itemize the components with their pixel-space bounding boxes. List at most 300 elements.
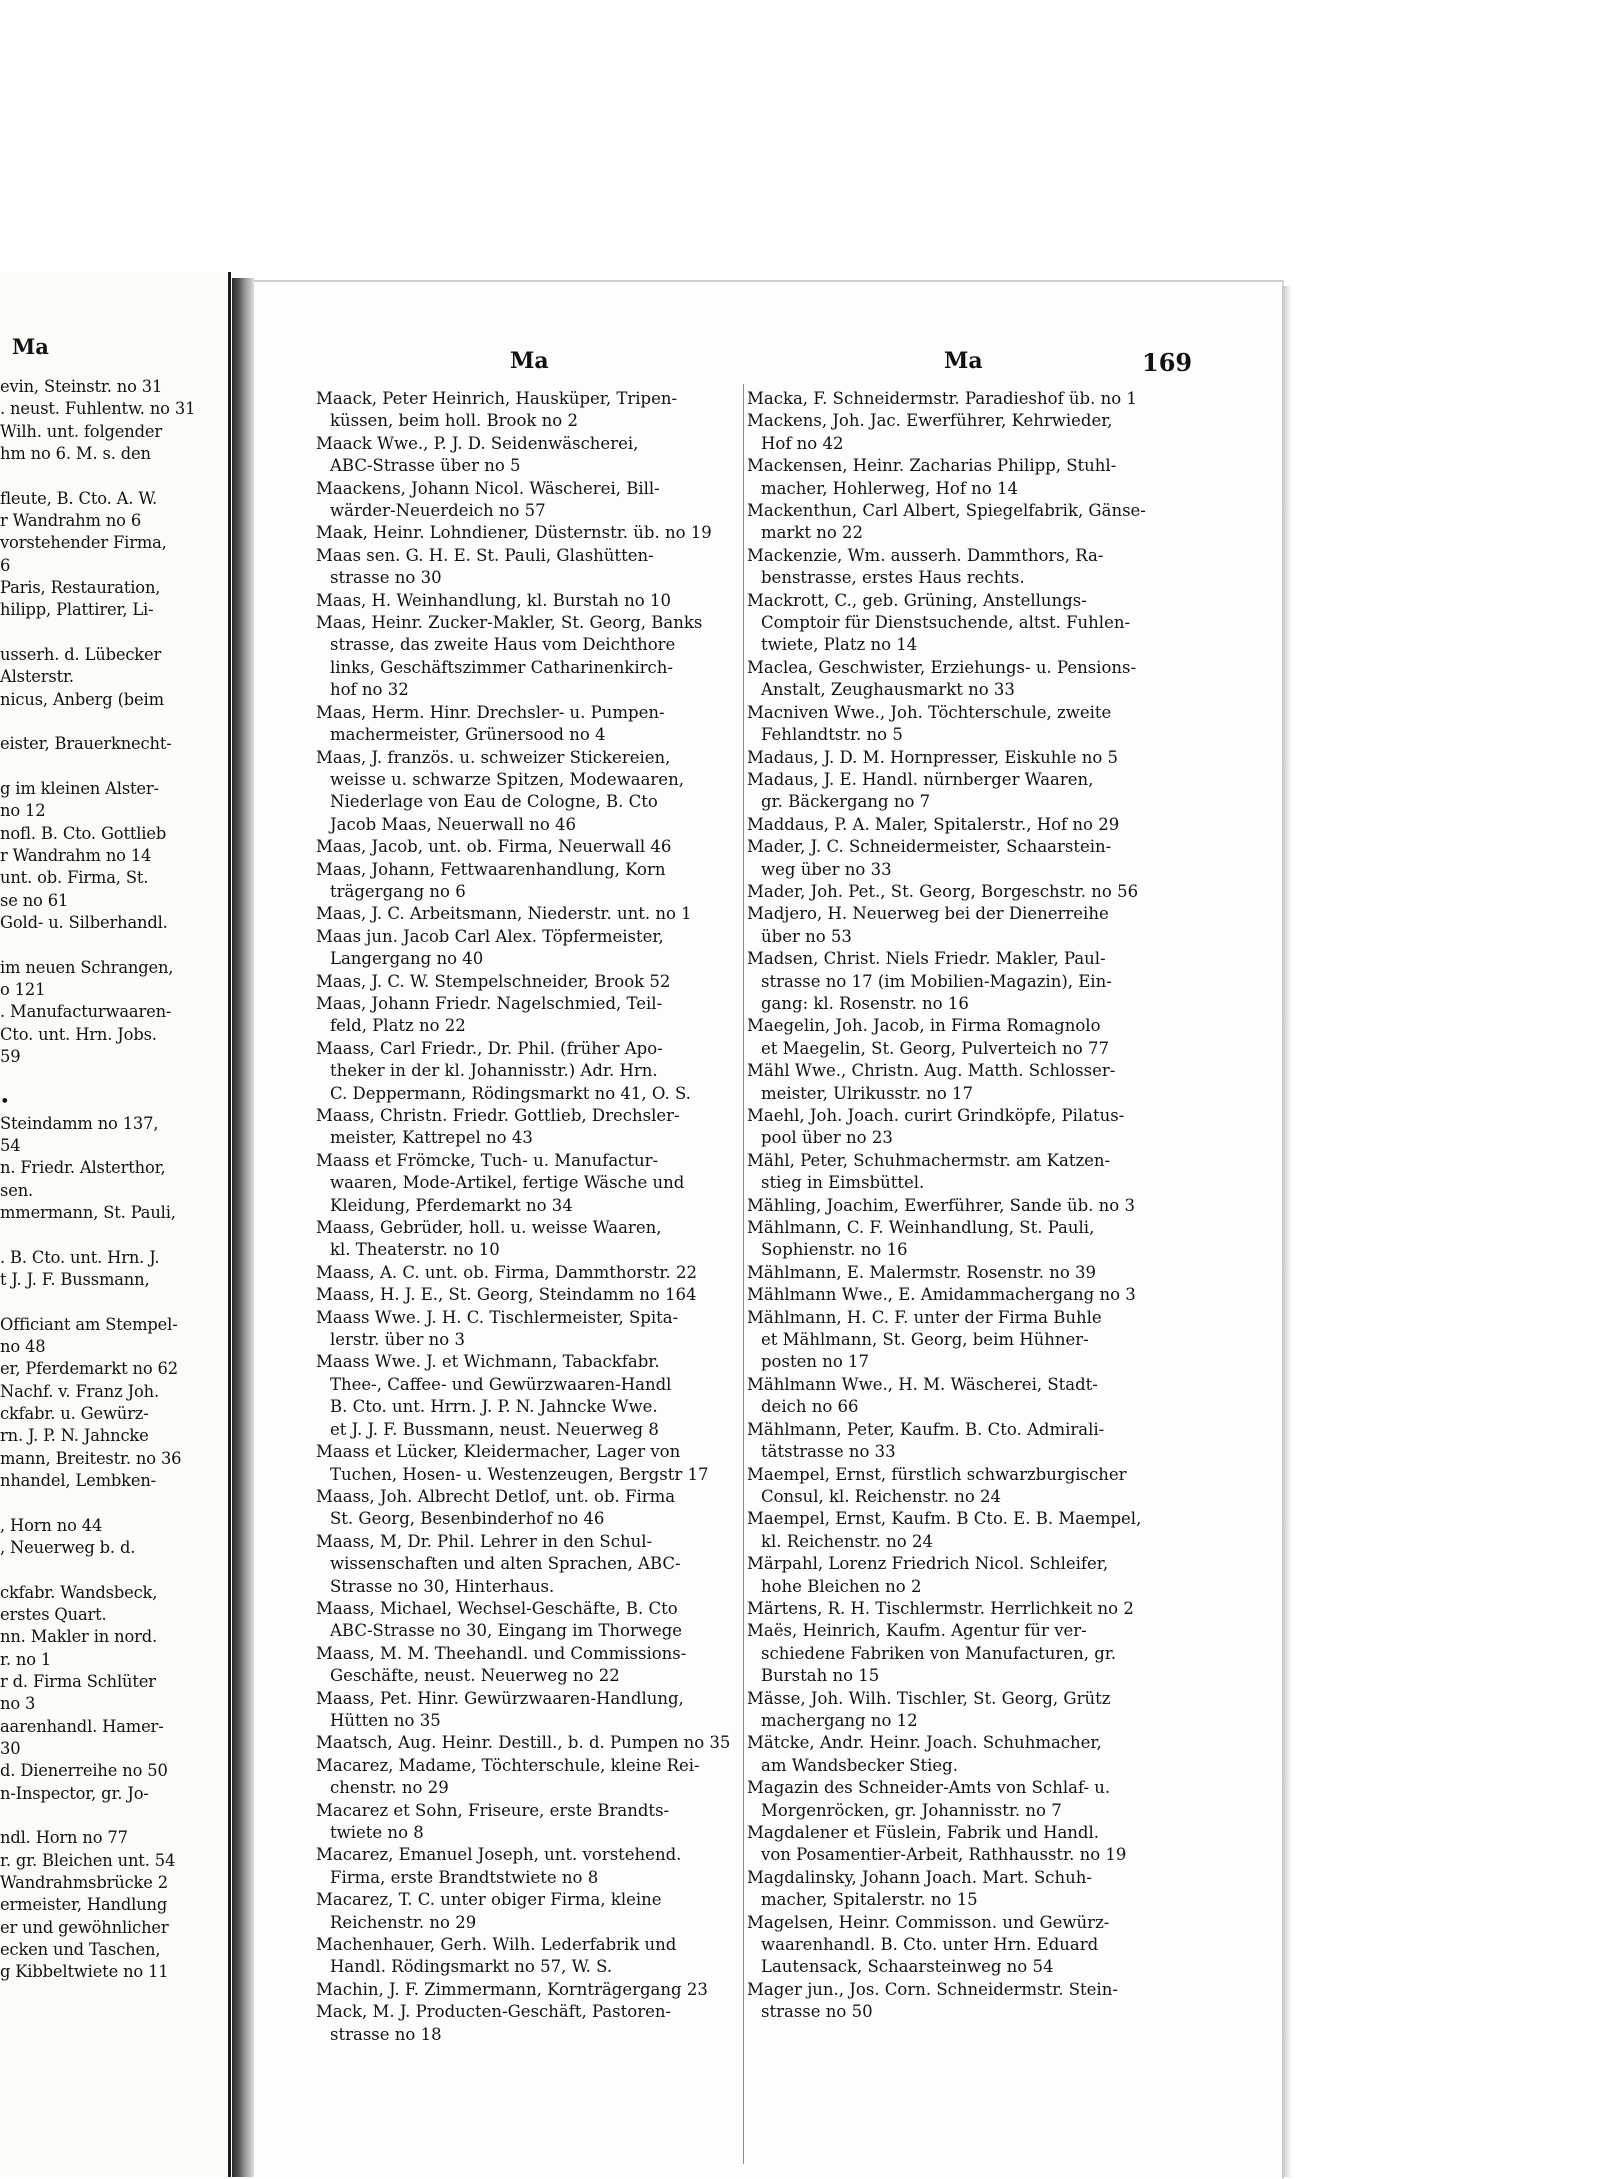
directory-entry <box>747 388 1237 410</box>
left-page-line: 30 <box>0 1739 21 1759</box>
entry-first-line: Maegelin, Joh. Jacob, in Firma Romagnolo <box>747 1016 1101 1036</box>
left-page-line: n-Inspector, gr. Jo- <box>0 1783 149 1803</box>
entry-first-line: Machenhauer, Gerh. Wilh. Lederfabrik und <box>316 1935 677 1955</box>
entry-continuation-line: über no 53 <box>761 926 852 946</box>
directory-entry <box>316 433 800 478</box>
entry-continuation-line: Morgenröcken, gr. Johannisstr. no 7 <box>761 1800 1062 1820</box>
entry-continuation-line: wissenschaften und alten Sprachen, ABC- <box>330 1554 681 1574</box>
entry-continuation-line: machermeister, Grünersood no 4 <box>330 725 606 745</box>
left-page-line: Paris, Restauration, <box>0 577 161 597</box>
entry-first-line: Mähling, Joachim, Ewerführer, Sande üb. no 3 <box>747 1195 1135 1215</box>
entry-continuation-line: Anstalt, Zeughausmarkt no 33 <box>761 680 1015 700</box>
entry-continuation-line: Handl. Rödingsmarkt no 57, W. S. <box>330 1957 613 1977</box>
left-page-line <box>0 622 228 644</box>
left-page-line: r d. Firma Schlüter <box>0 1672 156 1692</box>
entry-first-line: Maclea, Geschwister, Erziehungs- u. Pensions- <box>747 657 1137 677</box>
page-number: 169 <box>1142 348 1193 377</box>
directory-entry <box>747 769 1237 814</box>
directory-entry <box>316 1105 800 1150</box>
entry-first-line: Maempel, Ernst, fürstlich schwarzburgischer <box>747 1464 1127 1484</box>
entry-first-line: Maas sen. G. H. E. St. Pauli, Glashütten- <box>316 545 654 565</box>
left-page-line: erstes Quart. <box>0 1605 107 1625</box>
entry-first-line: Madaus, J. E. Handl. nürnberger Waaren, <box>747 769 1094 789</box>
left-page-line: d. Dienerreihe no 50 <box>0 1761 168 1781</box>
directory-entry <box>316 971 800 993</box>
entry-continuation-line: theker in der kl. Johannisstr.) Adr. Hrn. <box>330 1061 658 1081</box>
entry-first-line: Maddaus, P. A. Maler, Spitalerstr., Hof no 29 <box>747 814 1120 834</box>
entry-first-line: Mackens, Joh. Jac. Ewerführer, Kehrwieder, <box>747 411 1113 431</box>
directory-entry <box>747 410 1237 455</box>
left-page-line: g Kibbeltwiete no 11 <box>0 1962 169 1982</box>
directory-entry <box>747 1553 1237 1598</box>
entry-continuation-line: strasse no 18 <box>330 2024 442 2044</box>
left-page-line <box>0 1492 228 1514</box>
left-page-line: fleute, B. Cto. A. W. <box>0 488 158 508</box>
entry-first-line: Maass, Michael, Wechsel-Geschäfte, B. Cto <box>316 1598 678 1618</box>
left-page-line: usserh. d. Lübecker <box>0 644 162 664</box>
entry-continuation-line: pool über no 23 <box>761 1128 893 1148</box>
directory-entry <box>747 747 1237 769</box>
directory-entry <box>747 1912 1237 1979</box>
entry-continuation-line: twiete no 8 <box>330 1823 424 1842</box>
directory-entry <box>316 1598 800 1643</box>
left-page-line: eister, Brauerknecht- <box>0 734 172 754</box>
entry-first-line: Mählmann, E. Malermstr. Rosenstr. no 39 <box>747 1262 1097 1282</box>
entry-continuation-line: Firma, erste Brandtstwiete no 8 <box>330 1867 599 1887</box>
left-page-line: r Wandrahm no 6 <box>0 510 142 530</box>
left-page-line: im neuen Schrangen, <box>0 957 174 977</box>
left-page-line: ckfabr. Wandsbeck, <box>0 1582 158 1602</box>
entry-first-line: Maass et Frömcke, Tuch- u. Manufactur- <box>316 1150 659 1170</box>
entry-continuation-line: posten no 17 <box>761 1352 870 1372</box>
directory-entry <box>316 836 800 858</box>
directory-entry <box>316 747 800 837</box>
left-page-line: Cto. unt. Hrn. Jobs. <box>0 1024 157 1044</box>
entry-first-line: Maass, M, Dr. Phil. Lehrer in den Schul- <box>316 1531 653 1551</box>
directory-entry <box>316 1531 800 1598</box>
entry-first-line: Maass Wwe. J. H. C. Tischlermeister, Spita- <box>316 1307 679 1327</box>
entry-continuation-line: Hütten no 35 <box>330 1710 441 1730</box>
entry-first-line: Mählmann Wwe., H. M. Wäscherei, Stadt- <box>747 1374 1098 1394</box>
left-page-line: . B. Cto. unt. Hrn. J. <box>0 1247 160 1267</box>
entry-continuation-line: C. Deppermann, Rödingsmarkt no 41, O. S. <box>330 1083 691 1103</box>
left-page-line: Alsterstr. <box>0 667 74 687</box>
entry-first-line: Maass, A. C. unt. ob. Firma, Dammthorstr. 22 <box>316 1262 697 1282</box>
running-head-left: Ma <box>510 348 549 374</box>
entry-first-line: Macarez, T. C. unter obiger Firma, kleine <box>316 1890 662 1910</box>
entry-first-line: Magelsen, Heinr. Commisson. und Gewürz- <box>747 1912 1110 1932</box>
left-page-line: aarenhandl. Hamer- <box>0 1716 164 1736</box>
left-page-line: , Horn no 44 <box>0 1515 103 1535</box>
directory-entry <box>747 836 1237 881</box>
entry-continuation-line: strasse, das zweite Haus vom Deichthore <box>330 635 676 655</box>
entry-first-line: Maas, Heinr. Zucker-Makler, St. Georg, Banks <box>316 613 703 633</box>
left-page-line: r. gr. Bleichen unt. 54 <box>0 1850 176 1870</box>
entry-first-line: Mader, Joh. Pet., St. Georg, Borgeschstr. no 56 <box>747 881 1139 901</box>
entry-first-line: Maass, Christn. Friedr. Gottlieb, Drechsler- <box>316 1106 680 1125</box>
left-page-line: ckfabr. u. Gewürz- <box>0 1404 149 1424</box>
directory-entry <box>747 1374 1237 1419</box>
entry-continuation-line: twiete, Platz no 14 <box>761 635 918 655</box>
left-page-line: r Wandrahm no 14 <box>0 845 152 865</box>
directory-entry <box>316 545 800 590</box>
left-page-line <box>0 1559 228 1581</box>
left-page-header: Ma <box>12 334 49 359</box>
entry-continuation-line: Consul, kl. Reichenstr. no 24 <box>761 1486 1001 1506</box>
left-page-line: t J. J. F. Bussmann, <box>0 1270 150 1290</box>
entry-continuation-line: küssen, beim holl. Brook no 2 <box>330 411 578 431</box>
directory-entry <box>747 1867 1237 1912</box>
left-page-line: Officiant am Stempel- <box>0 1314 178 1334</box>
entry-first-line: Mackenzie, Wm. ausserh. Dammthors, Ra- <box>747 545 1104 565</box>
left-page-lines <box>0 376 228 1984</box>
directory-entry <box>316 1486 800 1531</box>
directory-entry <box>747 1217 1237 1262</box>
entry-first-line: Maass Wwe. J. et Wichmann, Tabackfabr. <box>316 1352 660 1372</box>
directory-entry <box>747 1195 1237 1217</box>
directory-entry <box>747 1822 1237 1867</box>
entry-first-line: Maatsch, Aug. Heinr. Destill., b. d. Pumpen no 35 <box>316 1733 731 1753</box>
entry-continuation-line: kl. Reichenstr. no 24 <box>761 1531 933 1551</box>
directory-entry <box>316 926 800 971</box>
directory-entry <box>747 1307 1237 1374</box>
left-page-line: se no 61 <box>0 890 69 910</box>
entry-continuation-line: et Mählmann, St. Georg, beim Hühner- <box>761 1330 1089 1350</box>
entry-first-line: Mackrott, C., geb. Grüning, Anstellungs- <box>747 590 1087 610</box>
left-page-line <box>0 756 228 778</box>
left-page-line: Wilh. unt. folgender <box>0 421 162 441</box>
entry-continuation-line: Thee-, Caffee- und Gewürzwaaren-Handl <box>330 1374 672 1394</box>
left-page-line: rn. J. P. N. Jahncke <box>0 1426 149 1446</box>
directory-entry <box>747 1150 1237 1195</box>
left-page-line: no 48 <box>0 1337 46 1357</box>
entry-first-line: Maass, Carl Friedr., Dr. Phil. (früher Apo- <box>316 1038 663 1058</box>
entry-continuation-line: Reichenstr. no 29 <box>330 1912 477 1932</box>
entry-continuation-line: Geschäfte, neust. Neuerweg no 22 <box>330 1666 620 1686</box>
entry-first-line: Macarez et Sohn, Friseure, erste Brandts- <box>316 1800 670 1820</box>
left-page-line: unt. ob. Firma, St. <box>0 868 149 888</box>
directory-entry <box>747 500 1237 545</box>
left-page-line: . Manufacturwaaren- <box>0 1002 172 1022</box>
entry-continuation-line: von Posamentier-Arbeit, Rathhausstr. no 19 <box>761 1845 1127 1865</box>
left-page-line: mmermann, St. Pauli, <box>0 1203 176 1223</box>
entry-continuation-line: macher, Spitalerstr. no 15 <box>761 1890 978 1910</box>
entry-first-line: Mätcke, Andr. Heinr. Joach. Schuhmacher, <box>747 1733 1102 1753</box>
directory-entry <box>316 1889 800 1934</box>
entry-continuation-line: am Wandsbecker Stieg. <box>761 1755 958 1775</box>
entry-first-line: Mählmann, Peter, Kaufm. B. Cto. Admirali- <box>747 1419 1105 1439</box>
directory-entry <box>316 1150 800 1217</box>
left-page-line <box>0 1224 228 1246</box>
entry-first-line: Maass, Gebrüder, holl. u. weisse Waaren, <box>316 1218 662 1238</box>
entry-continuation-line: gr. Bäckergang no 7 <box>761 792 931 812</box>
entry-first-line: Magdalinsky, Johann Joach. Mart. Schuh- <box>747 1867 1092 1887</box>
directory-entry <box>316 522 800 544</box>
directory-entry <box>316 1800 800 1845</box>
entry-first-line: Macarez, Emanuel Joseph, unt. vorstehend. <box>316 1845 682 1865</box>
left-page-line <box>0 1291 228 1313</box>
directory-entry <box>316 388 800 433</box>
directory-entry <box>747 814 1237 836</box>
entry-continuation-line: chenstr. no 29 <box>330 1778 449 1798</box>
entry-continuation-line: strasse no 30 <box>330 568 442 588</box>
entry-continuation-line: meister, Kattrepel no 43 <box>330 1128 533 1148</box>
entry-continuation-line: weg über no 33 <box>761 859 892 879</box>
directory-entry <box>316 1755 800 1800</box>
entry-continuation-line: Langergang no 40 <box>330 949 484 969</box>
entry-first-line: Magdalener et Füslein, Fabrik und Handl. <box>747 1823 1100 1842</box>
left-page-line: mann, Breitestr. no 36 <box>0 1448 182 1468</box>
entry-continuation-line: et Maegelin, St. Georg, Pulverteich no 77 <box>761 1038 1109 1058</box>
directory-entry <box>316 1284 800 1306</box>
entry-continuation-line: strasse no 50 <box>761 2002 873 2022</box>
entry-first-line: Maass, H. J. E., St. Georg, Steindamm no 164 <box>316 1285 697 1305</box>
entry-continuation-line: hohe Bleichen no 2 <box>761 1576 922 1596</box>
entry-first-line: Maass, M. M. Theehandl. und Commissions- <box>316 1643 687 1663</box>
left-page-fragment <box>0 272 231 2177</box>
entry-continuation-line: weisse u. schwarze Spitzen, Modewaaren, <box>330 769 684 789</box>
entry-first-line: Madjero, H. Neuerweg bei der Dienerreihe <box>747 904 1109 924</box>
entry-first-line: Maas, H. Weinhandlung, kl. Burstah no 10 <box>316 590 671 610</box>
left-page-line: 59 <box>0 1046 21 1066</box>
entry-continuation-line: benstrasse, erstes Haus rechts. <box>761 568 1025 588</box>
entry-first-line: Machin, J. F. Zimmermann, Kornträgergang 23 <box>316 1979 708 1999</box>
left-page-line: r. no 1 <box>0 1649 52 1669</box>
entry-first-line: Mählmann Wwe., E. Amidammachergang no 3 <box>747 1285 1136 1305</box>
left-page-line <box>0 1068 228 1090</box>
directory-entry <box>747 702 1237 747</box>
entry-first-line: Maehl, Joh. Joach. curirt Grindköpfe, Pilatus- <box>747 1106 1125 1125</box>
entry-continuation-line: markt no 22 <box>761 523 864 543</box>
entry-first-line: Maas, Herm. Hinr. Drechsler- u. Pumpen- <box>316 702 665 722</box>
entry-first-line: Märpahl, Lorenz Friedrich Nicol. Schleifer, <box>747 1554 1109 1574</box>
directory-entry <box>747 1688 1237 1733</box>
entry-continuation-line: kl. Theaterstr. no 10 <box>330 1240 500 1260</box>
entry-first-line: Maass, Pet. Hinr. Gewürzwaaren-Handlung, <box>316 1688 684 1708</box>
directory-entry <box>747 1777 1237 1822</box>
entry-first-line: Mager jun., Jos. Corn. Schneidermstr. Stein- <box>747 1979 1118 1999</box>
left-page-line: no 3 <box>0 1694 36 1714</box>
entry-first-line: Maës, Heinrich, Kaufm. Agentur für ver- <box>747 1621 1087 1641</box>
directory-entry <box>316 1732 800 1754</box>
directory-entry <box>747 1015 1237 1060</box>
directory-column-right <box>747 388 1237 2024</box>
entry-continuation-line: waaren, Mode-Artikel, fertige Wäsche und <box>330 1173 685 1193</box>
left-page-line: no 12 <box>0 801 46 821</box>
directory-entry <box>747 1105 1237 1150</box>
left-page-line: o 121 <box>0 979 46 999</box>
entry-continuation-line: deich no 66 <box>761 1397 859 1417</box>
left-page-line: • <box>0 1091 10 1111</box>
left-page-line <box>0 465 228 487</box>
entry-first-line: Maas, Jacob, unt. ob. Firma, Neuerwall 46 <box>316 837 672 857</box>
entry-continuation-line: B. Cto. unt. Hrrn. J. P. N. Jahncke Wwe. <box>330 1397 658 1417</box>
directory-entry <box>747 881 1237 903</box>
left-page-line <box>0 1805 228 1827</box>
directory-entry <box>316 478 800 523</box>
directory-entry <box>316 1217 800 1262</box>
directory-entry <box>747 948 1237 1015</box>
entry-continuation-line: strasse no 17 (im Mobilien-Magazin), Ein- <box>761 971 1112 991</box>
entry-continuation-line: hof no 32 <box>330 680 409 700</box>
entry-continuation-line: Tuchen, Hosen- u. Westenzeugen, Bergstr 17 <box>330 1464 709 1484</box>
entry-first-line: Maack Wwe., P. J. D. Seidenwäscherei, <box>316 433 639 453</box>
entry-continuation-line: Kleidung, Pferdemarkt no 34 <box>330 1195 573 1215</box>
directory-column-left <box>316 388 800 2046</box>
entry-continuation-line: gang: kl. Rosenstr. no 16 <box>761 993 969 1013</box>
left-page-line: nicus, Anberg (beim <box>0 689 164 709</box>
book-gutter <box>232 278 254 2177</box>
entry-first-line: Madaus, J. D. M. Hornpresser, Eiskuhle no 5 <box>747 747 1119 767</box>
directory-entry <box>316 702 800 747</box>
left-page-line <box>0 711 228 733</box>
left-page-line: hm no 6. M. s. den <box>0 443 151 463</box>
left-page-line: . neust. Fuhlentw. no 31 <box>0 399 196 419</box>
entry-first-line: Mackensen, Heinr. Zacharias Philipp, Stuhl- <box>747 456 1117 476</box>
entry-first-line: Märtens, R. H. Tischlermstr. Herrlichkeit no 2 <box>747 1598 1134 1618</box>
directory-entry <box>316 590 800 612</box>
directory-entry <box>316 1979 800 2001</box>
directory-entry <box>747 1508 1237 1553</box>
entry-first-line: Maas, Johann Friedr. Nagelschmied, Teil- <box>316 993 663 1013</box>
entry-first-line: Maas, J. C. Arbeitsmann, Niederstr. unt. no 1 <box>316 904 692 924</box>
directory-entry <box>747 590 1237 657</box>
directory-entry <box>316 1441 800 1486</box>
entry-continuation-line: stieg in Eimsbüttel. <box>761 1173 925 1193</box>
left-page-line: , Neuerweg b. d. <box>0 1538 136 1558</box>
right-page <box>254 280 1284 2179</box>
entry-continuation-line: trägergang no 6 <box>330 881 466 901</box>
left-page-line: Nachf. v. Franz Joh. <box>0 1381 159 1401</box>
left-page-line: hilipp, Plattirer, Li- <box>0 600 154 620</box>
entry-first-line: Macka, F. Schneidermstr. Paradieshof üb. no 1 <box>747 389 1137 408</box>
directory-entry <box>747 1284 1237 1306</box>
entry-continuation-line: Niederlage von Eau de Cologne, B. Cto <box>330 792 658 812</box>
entry-continuation-line: Hof no 42 <box>761 433 844 453</box>
entry-first-line: Maas, Johann, Fettwaarenhandlung, Korn <box>316 859 666 879</box>
entry-continuation-line: Burstah no 15 <box>761 1666 880 1686</box>
entry-first-line: Maas, J. französ. u. schweizer Stickereien, <box>316 747 671 767</box>
directory-entry <box>316 1934 800 1979</box>
entry-first-line: Maack, Peter Heinrich, Hausküper, Tripen- <box>316 389 678 408</box>
entry-first-line: Mählmann, C. F. Weinhandlung, St. Pauli, <box>747 1218 1095 1238</box>
entry-first-line: Maempel, Ernst, Kaufm. B Cto. E. B. Maempel, <box>747 1509 1142 1529</box>
entry-continuation-line: lerstr. über no 3 <box>330 1330 465 1350</box>
left-page-line: nhandel, Lembken- <box>0 1471 157 1491</box>
entry-continuation-line: Jacob Maas, Neuerwall no 46 <box>330 814 577 834</box>
entry-continuation-line: waarenhandl. B. Cto. unter Hrn. Eduard <box>761 1935 1099 1955</box>
entry-first-line: Maas, J. C. W. Stempelschneider, Brook 52 <box>316 971 671 991</box>
entry-continuation-line: links, Geschäftszimmer Catharinenkirch- <box>330 657 673 677</box>
left-page-line: Gold- u. Silberhandl. <box>0 912 168 932</box>
directory-entry <box>747 1598 1237 1620</box>
directory-entry <box>747 1732 1237 1777</box>
directory-entry <box>316 993 800 1038</box>
directory-entry <box>747 903 1237 948</box>
entry-continuation-line: Sophienstr. no 16 <box>761 1240 908 1260</box>
entry-continuation-line: meister, Ulrikusstr. no 17 <box>761 1083 974 1103</box>
directory-entry <box>747 1979 1237 2024</box>
left-page-line: nn. Makler in nord. <box>0 1627 158 1647</box>
entry-first-line: Maass et Lücker, Kleidermacher, Lager von <box>316 1442 681 1462</box>
directory-entry <box>316 1262 800 1284</box>
entry-first-line: Mässe, Joh. Wilh. Tischler, St. Georg, Grütz <box>747 1688 1111 1708</box>
directory-entry <box>747 1262 1237 1284</box>
directory-entry <box>747 1419 1237 1464</box>
entry-first-line: Macniven Wwe., Joh. Töchterschule, zweite <box>747 702 1112 722</box>
left-page-line: ecken und Taschen, <box>0 1939 161 1959</box>
directory-entry <box>747 1464 1237 1509</box>
entry-first-line: Maass, Joh. Albrecht Detlof, unt. ob. Firma <box>316 1486 676 1506</box>
left-page-line: nofl. B. Cto. Gottlieb <box>0 823 167 843</box>
directory-entry <box>316 1351 800 1441</box>
directory-entry <box>316 1688 800 1733</box>
entry-continuation-line: ABC-Strasse über no 5 <box>330 456 521 476</box>
directory-entry <box>316 1307 800 1352</box>
entry-continuation-line: schiedene Fabriken von Manufacturen, gr. <box>761 1643 1117 1663</box>
entry-continuation-line: ABC-Strasse no 30, Eingang im Thorwege <box>330 1621 683 1641</box>
entry-continuation-line: tätstrasse no 33 <box>761 1442 896 1462</box>
entry-first-line: Mackenthun, Carl Albert, Spiegelfabrik, Gänse- <box>747 501 1146 521</box>
left-page-line: g im kleinen Alster- <box>0 778 159 798</box>
entry-first-line: Maas jun. Jacob Carl Alex. Töpfermeister, <box>316 926 664 946</box>
directory-entry <box>316 1038 800 1105</box>
directory-entry <box>747 455 1237 500</box>
left-page-line <box>0 934 228 956</box>
entry-first-line: Mader, J. C. Schneidermeister, Schaarstein- <box>747 837 1112 857</box>
left-page-line: Steindamm no 137, <box>0 1113 159 1133</box>
running-head-right: Ma <box>944 348 983 374</box>
entry-first-line: Macarez, Madame, Töchterschule, kleine Rei- <box>316 1755 700 1775</box>
entry-continuation-line: wärder-Neuerdeich no 57 <box>330 501 546 521</box>
entry-first-line: Mack, M. J. Producten-Geschäft, Pastoren- <box>316 2002 672 2022</box>
left-page-line: 6 <box>0 555 11 575</box>
entry-first-line: Mähl Wwe., Christn. Aug. Matth. Schlosser- <box>747 1061 1116 1081</box>
entry-continuation-line: Lautensack, Schaarsteinweg no 54 <box>761 1957 1054 1977</box>
entry-first-line: Maak, Heinr. Lohndiener, Düsternstr. üb. no 19 <box>316 523 712 543</box>
entry-continuation-line: St. Georg, Besenbinderhof no 46 <box>330 1509 605 1529</box>
entry-continuation-line: Strasse no 30, Hinterhaus. <box>330 1576 555 1596</box>
directory-entry <box>316 612 800 702</box>
left-page-line: ndl. Horn no 77 <box>0 1828 128 1848</box>
left-page-line: vorstehender Firma, <box>0 533 167 553</box>
left-page-line: n. Friedr. Alsterthor, <box>0 1158 166 1178</box>
entry-first-line: Magazin des Schneider-Amts von Schlaf- u. <box>747 1778 1111 1798</box>
left-page-line: er, Pferdemarkt no 62 <box>0 1359 178 1379</box>
directory-entry <box>747 1060 1237 1105</box>
left-page-line: ermeister, Handlung <box>0 1895 168 1915</box>
directory-entry <box>316 2001 800 2046</box>
entry-first-line: Madsen, Christ. Niels Friedr. Makler, Paul- <box>747 949 1106 969</box>
left-page-line: 54 <box>0 1136 21 1156</box>
entry-continuation-line: macher, Hohlerweg, Hof no 14 <box>761 478 1018 498</box>
entry-first-line: Mähl, Peter, Schuhmachermstr. am Katzen- <box>747 1150 1111 1170</box>
page-edge-shadow <box>1282 286 1292 2177</box>
left-page-line: evin, Steinstr. no 31 <box>0 377 163 396</box>
directory-entry <box>316 859 800 904</box>
directory-entry <box>316 1643 800 1688</box>
directory-entry <box>316 1844 800 1889</box>
entry-continuation-line: et J. J. F. Bussmann, neust. Neuerweg 8 <box>330 1419 659 1439</box>
left-page-line: er und gewöhnlicher <box>0 1917 169 1937</box>
entry-continuation-line: Comptoir für Dienstsuchende, altst. Fuhlen- <box>761 613 1131 633</box>
directory-entry <box>747 657 1237 702</box>
left-page-line: sen. <box>0 1180 34 1200</box>
entry-first-line: Mählmann, H. C. F. unter der Firma Buhle <box>747 1307 1102 1327</box>
directory-entry <box>316 903 800 925</box>
left-page-line: Wandrahmsbrücke 2 <box>0 1872 168 1892</box>
entry-continuation-line: Fehlandtstr. no 5 <box>761 725 903 745</box>
